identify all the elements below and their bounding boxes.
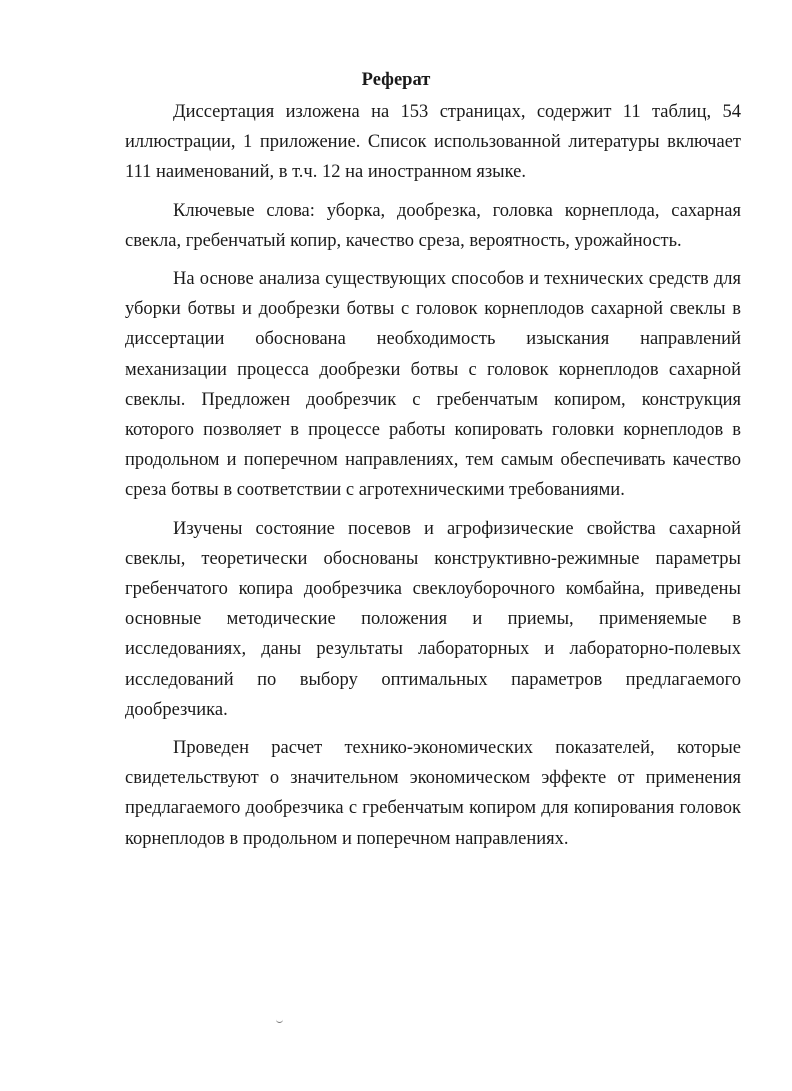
paragraph-summary: Диссертация изложена на 153 страницах, содержит 11 таблиц, 54 иллюстрации, 1 приложение. Список использованной литературы включает 111 наименований, в т.ч. 12 на иностранном языке. [125, 102, 741, 183]
paragraph-research: Изучены состояние посевов и агрофизические свойства сахарной свеклы, теоретически обоснованы конструктивно-режимные параметры гребенчатого копира дообрезчика свеклоуборочного комбайна, приведены основные методические положения и приемы, применяемые в исследованиях, даны результаты лабораторных и лабораторно-полевых исследований по выбору оптимальных параметров предлагаемого дообрезчика. [125, 518, 741, 720]
document-title: Реферат [361, 70, 431, 90]
document-body [125, 97, 741, 862]
paragraph-economics: Проведен расчет технико-экономических показателей, которые свидетельствуют о значительном экономическом эффекте от применения предлагаемого дообрезчика с гребенчатым копиром для копирования головок корнеплодов в продольном и поперечном направлениях. [125, 738, 741, 849]
paragraph-keywords: Ключевые слова: уборка, дообрезка, головка корнеплода, сахарная свекла, гребенчатый копир, качество среза, вероятность, урожайность. [125, 200, 741, 251]
scan-mark [276, 1018, 283, 1023]
paragraph-analysis: На основе анализа существующих способов и технических средств для уборки ботвы и дообрезки ботвы с головок корнеплодов сахарной свеклы в диссертации обоснована необходимость изыскания направлений механизации процесса дообрезки ботвы с головок корнеплодов сахарной свеклы. Предложен дообрезчик с гребенчатым копиром, конструкция которого позволяет в процессе работы копировать головки корнеплодов в продольном и поперечном направлениях, тем самым обеспечивать качество среза ботвы в соответствии с агротехническими требованиями. [125, 269, 741, 501]
